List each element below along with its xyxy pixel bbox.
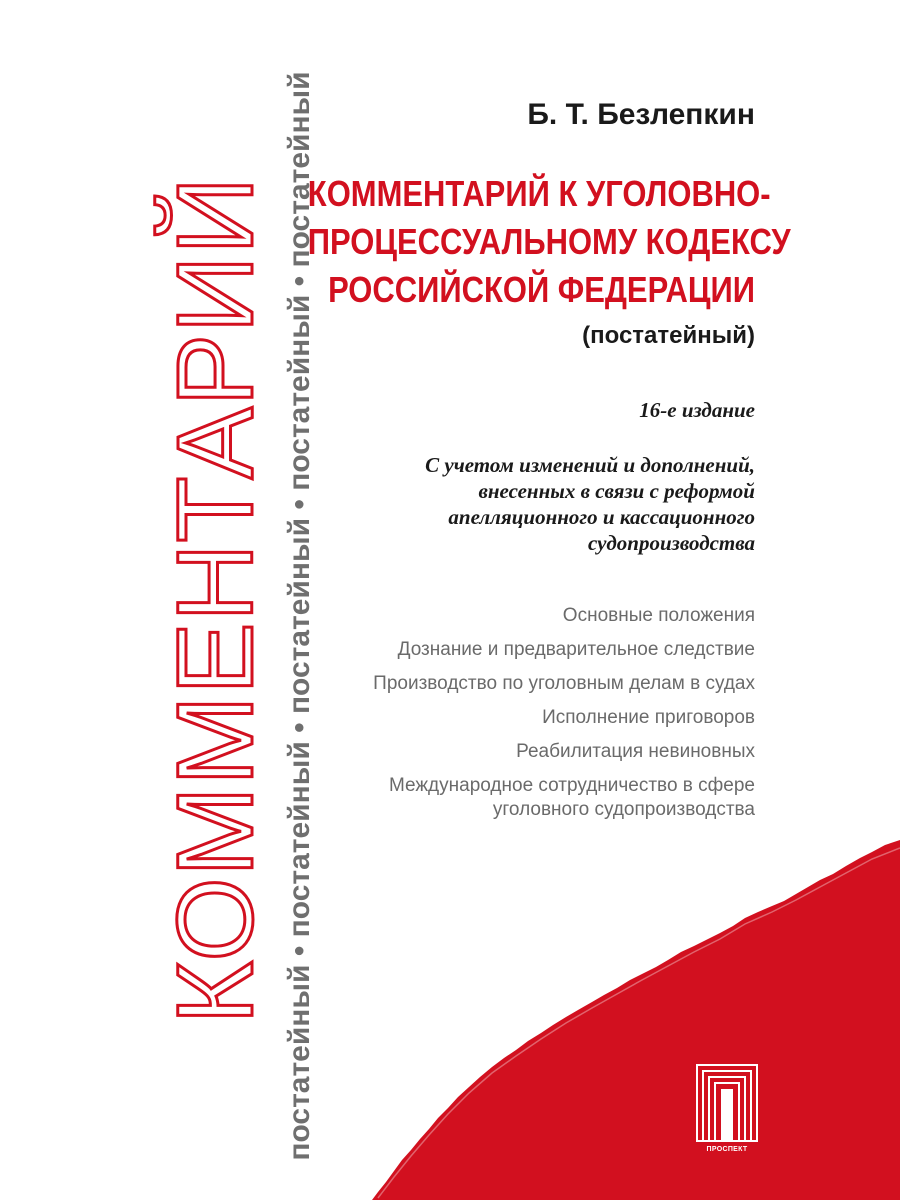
- section-item: [275, 774, 755, 822]
- book-title: [307, 170, 791, 314]
- book-title-line: КОММЕНТАРИЙ К УГОЛОВНО-: [307, 173, 771, 214]
- section-item-line: Международное сотрудничество в сфере: [388, 775, 755, 796]
- section-item-line: Исполнение приговоров: [542, 707, 755, 728]
- section-item: [275, 740, 755, 764]
- book-subtitle: (постатейный): [582, 322, 755, 349]
- edition-note-line: внесенных в связи с реформой: [478, 479, 755, 503]
- prospekt-building-logo-icon: [694, 1063, 760, 1143]
- section-item: [275, 672, 755, 696]
- section-item: [275, 638, 755, 662]
- section-list: [275, 604, 755, 832]
- edition-note-line: С учетом изменений и дополнений,: [425, 453, 755, 477]
- vertical-title-kommentariy: КОММЕНТАРИЙ: [154, 175, 275, 1025]
- section-item-line: Реабилитация невиновных: [516, 741, 755, 762]
- publisher-name: ПРОСПЕКТ: [706, 1146, 748, 1153]
- section-item: [275, 604, 755, 628]
- book-title-line: РОССИЙСКОЙ ФЕДЕРАЦИИ: [328, 269, 755, 310]
- section-item-line: уголовного судопроизводства: [492, 799, 755, 820]
- edition-note-line: судопроизводства: [587, 531, 755, 555]
- section-item-line: Дознание и предварительное следствие: [397, 639, 755, 660]
- edition-note: [335, 452, 755, 556]
- section-item-line: Производство по уголовным делам в судах: [373, 673, 755, 694]
- section-item: [275, 706, 755, 730]
- edition-label: 16-е издание: [639, 398, 755, 422]
- section-item-line: Основные положения: [562, 605, 755, 626]
- vertical-subtitle-postateyny: постатейный • постатейный • постатейный • постатейный • постатейный: [283, 71, 316, 1161]
- book-title-line: ПРОЦЕССУАЛЬНОМУ КОДЕКСУ: [307, 221, 791, 262]
- author-name: Б. Т. Безлепкин: [527, 98, 755, 131]
- edition-note-line: апелляционного и кассационного: [448, 505, 755, 529]
